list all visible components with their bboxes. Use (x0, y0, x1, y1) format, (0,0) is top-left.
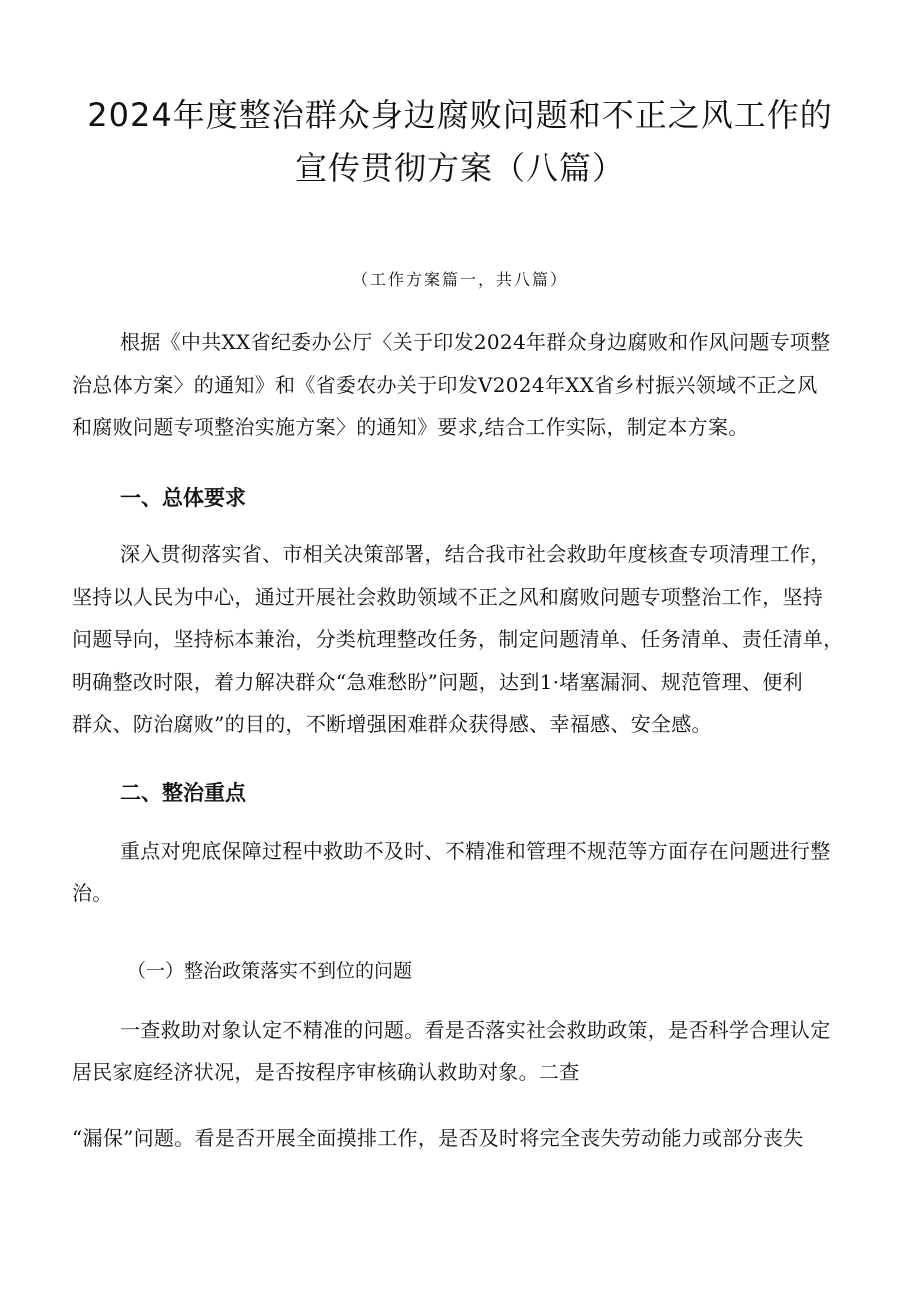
intro-paragraph-line: 治总体方案〉的通知》和《省委农办关于印发V2024年XX省乡村振兴领域不正之风 (72, 373, 818, 397)
section-2-paragraph-line: 治。 (72, 881, 113, 905)
section-2-paragraph-line: 重点对兜底保障过程中救助不及时、不精准和管理不规范等方面存在问题进行整 (120, 839, 831, 863)
subsection-1-paragraph-line: 一查救助对象认定不精准的问题。看是否落实社会救助政策，是否科学合理认定 (120, 1018, 831, 1042)
section-2-heading: 二、整治重点 (120, 781, 246, 805)
document-title-line-2: 宣传贯彻方案（八篇） (294, 149, 625, 187)
document-subtitle: （工作方案篇一，共八篇） (351, 270, 568, 289)
subsection-1-paragraph-line: “漏保”问题。看是否开展全面摸排工作，是否及时将完全丧失劳动能力或部分丧失 (72, 1126, 804, 1150)
intro-paragraph-line: 根据《中共XX省纪委办公厅〈关于印发2024年群众身边腐败和作风问题专项整 (120, 330, 831, 354)
section-1-paragraph-line: 群众、防治腐败”的目的，不断增强困难群众获得感、幸福感、安全感。 (72, 712, 712, 736)
section-1-paragraph-line: 明确整改时限，着力解决群众“急难愁盼”问题，达到1·堵塞漏洞、规范管理、便利 (72, 670, 803, 694)
subsection-1-heading: （一）整治政策落实不到位的问题 (127, 960, 413, 982)
subsection-1-paragraph-line: 居民家庭经济状况，是否按程序审核确认救助对象。二查 (72, 1060, 580, 1084)
section-1-paragraph-line: 坚持以人民为中心，通过开展社会救助领域不正之风和腐败问题专项整治工作，坚持 (72, 585, 824, 609)
section-1-paragraph-line: 问题导向，坚持标本兼治，分类杭理整改任务，制定问题清单、任务清单、责任清单， (72, 627, 844, 651)
section-1-heading: 一、总体要求 (120, 486, 246, 510)
document-title-line-1: 2024年度整治群众身边腐败问题和不正之风工作的 (87, 96, 833, 134)
intro-paragraph-line: 和腐败问题专项整治实施方案〉的通知》要求,结合工作实际，制定本方案。 (72, 415, 749, 439)
section-1-paragraph-line: 深入贯彻落实省、市相关决策部署，结合我市社会救助年度核查专项清理工作， (120, 542, 831, 566)
